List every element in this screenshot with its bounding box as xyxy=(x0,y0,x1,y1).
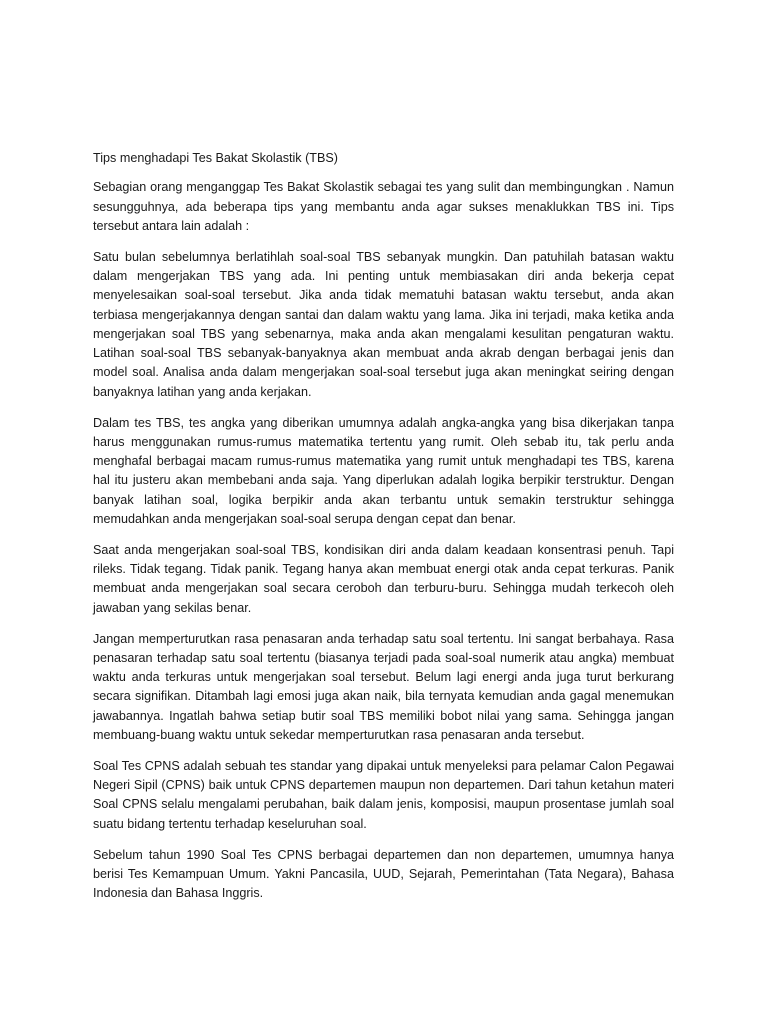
paragraph-history: Sebelum tahun 1990 Soal Tes CPNS berbagai departemen dan non departemen, umumnya hanya berisi Tes Kemampuan Umum. Yakni Pancasila, UUD, Sejarah, Pemerintahan (Tata Negara), Bahasa Indonesia dan Bahasa Inggris. xyxy=(93,847,674,901)
document-title: Tips menghadapi Tes Bakat Skolastik (TBS) xyxy=(93,151,338,165)
paragraph-concentration: Saat anda mengerjakan soal-soal TBS, kondisikan diri anda dalam keadaan konsentrasi penuh. Tapi rileks. Tidak tegang. Tidak panik. Tegang hanya akan membuat energi otak anda cepat terkuras. Panik membuat anda mengerjakan soal secara ceroboh dan terburu-buru. Sehingga mudah terkecoh oleh jawaban yang sekilas benar. xyxy=(93,542,674,615)
paragraph-practice: Satu bulan sebelumnya berlatihlah soal-soal TBS sebanyak mungkin. Dan patuhilah batasan waktu dalam mengerjakan TBS yang ada. Ini penting untuk membiasakan diri anda bekerja cepat menyelesaikan soal-soal tersebut. Jika anda tidak mematuhi batasan waktu tersebut, anda akan terbiasa mengerjakannya dengan santai dan dalam waktu yang lama. Jika ini terjadi, maka ketika anda mengerjakan soal TBS yang sebenarnya, maka anda akan mengalami kesulitan pengaturan waktu. Latihan soal-soal TBS sebanyak-banyaknya akan membuat anda akrab dengan berbagai jenis dan model soal. Analisa anda dalam mengerjakan soal-soal tersebut juga akan meningkat seiring dengan banyaknya latihan yang anda kerjakan. xyxy=(93,249,674,399)
paragraph-curiosity: Jangan memperturutkan rasa penasaran anda terhadap satu soal tertentu. Ini sangat berbahaya. Rasa penasaran terhadap satu soal tertentu (biasanya terjadi pada soal-soal numerik atau angka) membuat waktu anda terkuras untuk mengerjakan soal tersebut. Belum lagi energi anda juga turut berkurang secara signifikan. Ditambah lagi emosi juga akan naik, bila ternyata kemudian anda gagal menemukan jawabannya. Ingatlah bahwa setiap butir soal TBS memiliki bobot nilai yang sama. Sehingga jangan membuang-buang waktu untuk sekedar memperturutkan rasa penasaran anda tersebut. xyxy=(93,631,674,743)
paragraph-cpns-test: Soal Tes CPNS adalah sebuah tes standar yang dipakai untuk menyeleksi para pelamar Calon Pegawai Negeri Sipil (CPNS) baik untuk CPNS departemen maupun non departemen. Dari tahun ketahun materi Soal CPNS selalu mengalami perubahan, baik dalam jenis, komposisi, maupun prosentase jumlah soal suatu bidang tertentu terhadap keseluruhan soal. xyxy=(93,758,674,831)
document-page xyxy=(93,149,674,915)
paragraph-logic: Dalam tes TBS, tes angka yang diberikan umumnya adalah angka-angka yang bisa dikerjakan tanpa harus menggunakan rumus-rumus matematika tertentu yang rumit. Oleh sebab itu, tak perlu anda menghafal berbagai macam rumus-rumus matematika yang rumit untuk menghadapi tes TBS, karena hal itu justeru akan membebani anda saja. Yang diperlukan adalah logika berpikir terstruktur. Dengan banyak latihan soal, logika berpikir anda akan terbantu untuk semakin terstruktur sehingga memudahkan anda mengerjakan soal-soal serupa dengan cepat dan benar. xyxy=(93,415,674,527)
paragraph-intro: Sebagian orang menganggap Tes Bakat Skolastik sebagai tes yang sulit dan membingungkan . Namun sesungguhnya, ada beberapa tips yang membantu anda agar sukses menaklukkan TBS ini. Tips tersebut antara lain adalah : xyxy=(93,180,674,233)
